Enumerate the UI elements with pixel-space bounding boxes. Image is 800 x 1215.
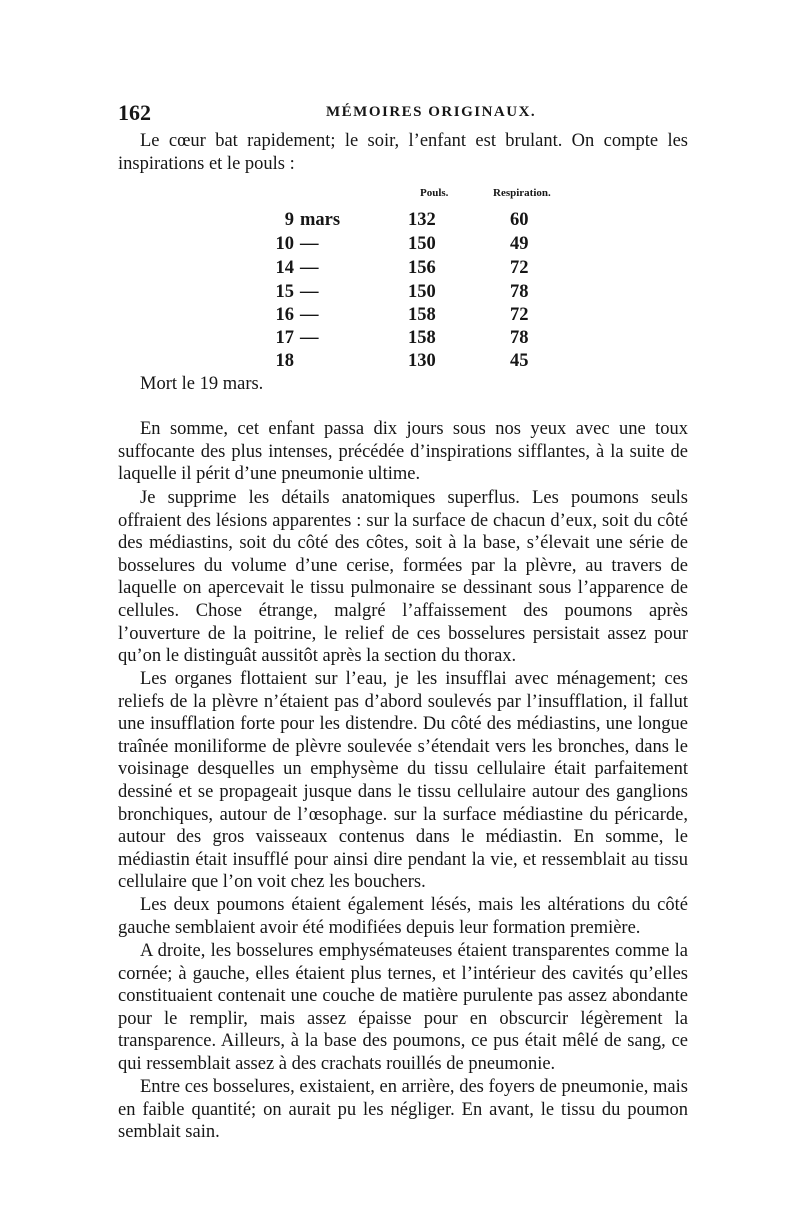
day-cell: 17: [275, 328, 294, 348]
day-cell: 18: [275, 351, 294, 371]
body-paragraph: Entre ces bosselures, existaient, en arrière, des foyers de pneumonie, mais en faible quantité; on aurait pu les négliger. En avant, le tissu du poumon semblait sain.: [118, 1077, 688, 1143]
respiration-cell: 78: [510, 282, 529, 302]
table-row: [0, 210, 800, 232]
month-cell: —: [300, 258, 319, 278]
pouls-cell: 132: [408, 210, 436, 230]
respiration-cell: 72: [510, 258, 529, 278]
table-row: [0, 258, 800, 280]
day-cell: 14: [275, 258, 294, 278]
day-cell: 9: [284, 210, 294, 230]
day-cell: 10: [275, 234, 294, 254]
table-row: [0, 234, 800, 256]
table-row: [0, 282, 800, 304]
death-note: Mort le 19 mars.: [140, 374, 264, 394]
body-paragraph: En somme, cet enfant passa dix jours sous nos yeux avec une toux suffocante des plus intenses, précédée d’inspirations sifflantes, à la suite de laquelle il périt d’une pneumonie ultime.: [118, 419, 688, 485]
respiration-cell: 60: [510, 210, 529, 230]
respiration-cell: 72: [510, 305, 529, 325]
column-header-pouls: Pouls.: [420, 187, 449, 199]
pouls-cell: 130: [408, 351, 436, 371]
column-header-respiration: Respiration.: [493, 187, 551, 199]
pouls-cell: 156: [408, 258, 436, 278]
day-cell: 15: [275, 282, 294, 302]
pouls-cell: 158: [408, 328, 436, 348]
body-paragraph: Les organes flottaient sur l’eau, je les insufflai avec ménagement; ces reliefs de la plèvre n’étaient pas d’abord soulevés par l’insufflation, il fallut une insufflation forte pour les distendre. Du côté des médiastins, une longue traînée moniliforme de plèvre soulevée s’étendait vers les bronches, dans le voisinage desquelles un emphysème du tissu cellulaire était parfaitement dessiné et se propageait jusque dans le tissu cellulaire autour des ganglions bronchiques, autour de l’œsophage. sur la surface médiastine du péricarde, autour des gros vaisseaux contenus dans le médiastin. En somme, le médiastin était insufflé pour ainsi dire pendant la vie, et ressemblait au tissu cellulaire que l’on voit chez les bouchers.: [118, 669, 688, 893]
body-paragraph: Je supprime les détails anatomiques superflus. Les poumons seuls offraient des lésions apparentes : sur la surface de chacun d’eux, soit du côté des médiastins, soit du côté des côtes, soit à la base, s’élevait une série de bosselures du volume d’une cerise, formées par la plèvre, au travers de laquelle on apercevait le tissu pulmonaire se dessinant sous l’apparence de cellules. Chose étrange, malgré l’affaissement des poumons après l’ouverture de la poitrine, le relief de ces bosselures persistait assez pour qu’on le distinguât aussitôt après la section du thorax.: [118, 488, 688, 667]
table-row: [0, 328, 800, 350]
body-paragraph: Les deux poumons étaient également lésés, mais les altérations du côté gauche semblaient avoir été modifiées depuis leur formation première.: [118, 895, 688, 938]
month-cell: mars: [300, 210, 341, 230]
intro-paragraph: Le cœur bat rapidement; le soir, l’enfant est brulant. On compte les inspirations et le pouls :: [118, 131, 688, 174]
table-row: [0, 305, 800, 327]
respiration-cell: 49: [510, 234, 529, 254]
body-paragraph: A droite, les bosselures emphysémateuses étaient transparentes comme la cornée; à gauche, elles étaient plus ternes, et l’intérieur des cavités qu’elles constituaient contenait une couche de matière purulente pas assez abondante pour le remplir, mais assez épaisse pour en obscurcir légèrement la transparence. Ailleurs, à la base des poumons, ce pus était mêlé de sang, ce qui ressemblait assez à des crachats rouillés de pneumonie.: [118, 941, 688, 1074]
pouls-cell: 150: [408, 282, 436, 302]
page-number: 162: [118, 100, 151, 125]
page-header: [118, 100, 688, 128]
pouls-cell: 158: [408, 305, 436, 325]
running-head: MÉMOIRES ORIGINAUX.: [326, 104, 537, 120]
pouls-cell: 150: [408, 234, 436, 254]
respiration-cell: 45: [510, 351, 529, 371]
day-cell: 16: [275, 305, 294, 325]
month-cell: —: [300, 328, 319, 348]
table-row: [0, 351, 800, 373]
month-cell: —: [300, 234, 319, 254]
respiration-cell: 78: [510, 328, 529, 348]
month-cell: —: [300, 282, 319, 302]
month-cell: —: [300, 305, 319, 325]
